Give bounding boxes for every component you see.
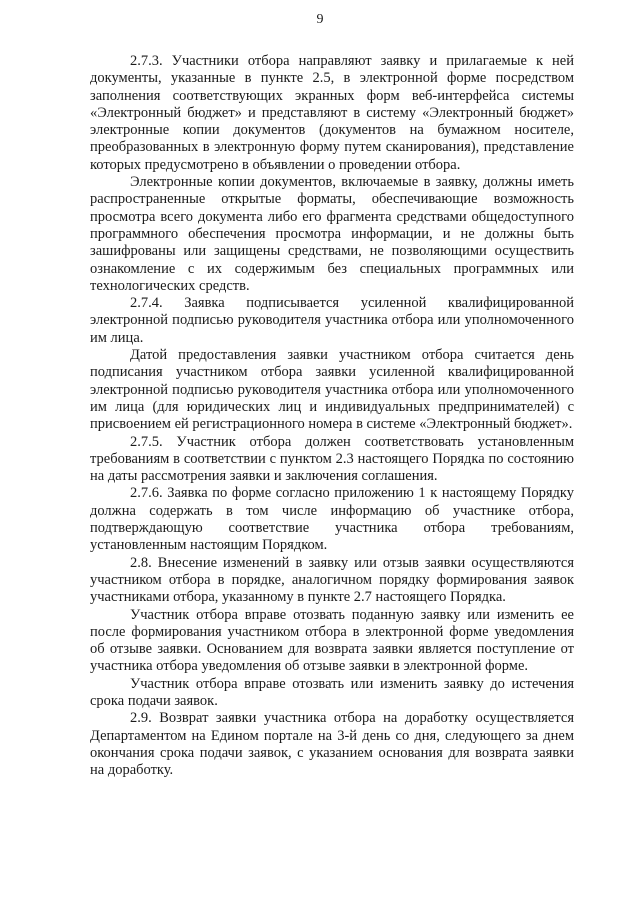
document-body [90,53,574,779]
paragraph-2-8: 2.8. Внесение изменений в заявку или отзыв заявки осуществляются участником отбора в порядке, аналогичном порядку формирования заявок участниками отбора, указанному в пункте 2.7 настоящего Порядка. [90,554,574,606]
page-number: 9 [316,12,324,27]
paragraph-2-7-3: 2.7.3. Участники отбора направляют заявку и прилагаемые к ней документы, указанные в пункте 2.5, в электронной форме посредством заполнения соответствующих экранных форм веб-интерфейса системы «Электронный бюджет» и представляют в систему «Электронный бюджет» электронные копии документов (документов на бумажном носителе, преобразованных в электронную форму путем сканирования), представление которых предусмотрено в объявлении о проведении отбора. [90,53,574,173]
paragraph-2-9: 2.9. Возврат заявки участника отбора на доработку осуществляется Департаментом на Едином портале на 3-й день со дня, следующего за днем окончания срока подачи заявок, с указанием основания для возврата заявки на доработку. [90,710,574,779]
paragraph-2-7-6: 2.7.6. Заявка по форме согласно приложению 1 к настоящему Порядку должна содержать в том числе информацию об участнике отбора, подтверждающую соответствие участника отбора требованиям, установленным настоящим Порядком. [90,485,574,554]
paragraph-2-7-4: 2.7.4. Заявка подписывается усиленной квалифицированной электронной подписью руководителя участника отбора или уполномоченного им лица. [90,295,574,346]
paragraph-submission-date: Датой предоставления заявки участником отбора считается день подписания участником отбора заявки усиленной квалифицированной электронной подписью руководителя участника отбора или уполномоченного им лица (для юридических лиц и индивидуальных предпринимателей) с присвоением ей регистрационного номера в системе «Электронный бюджет». [90,347,574,433]
paragraph-2-7-5: 2.7.5. Участник отбора должен соответствовать установленным требованиям в соответствии с пунктом 2.3 настоящего Порядка по состоянию на даты рассмотрения заявки и заключения соглашения. [90,433,574,485]
paragraph-withdraw-after: Участник отбора вправе отозвать поданную заявку или изменить ее после формирования участником отбора в электронной форме уведомления об отзыве заявки. Основанием для возврата заявки является поступление от участника отбора уведомления об отзыве заявки в электронной форме. [90,606,574,675]
paragraph-withdraw-deadline: Участник отбора вправе отозвать или изменить заявку до истечения срока подачи заявок. [90,675,574,709]
paragraph-electronic-copies: Электронные копии документов, включаемые в заявку, должны иметь распространенные открытые форматы, обеспечивающие возможность просмотра всего документа либо его фрагмента средствами общедоступного программного обеспечения просмотра информации, и не должны быть зашифрованы или защищены средствами, не позволяющими осуществить ознакомление с их содержимым без специальных программных или технологических средств. [90,174,574,294]
